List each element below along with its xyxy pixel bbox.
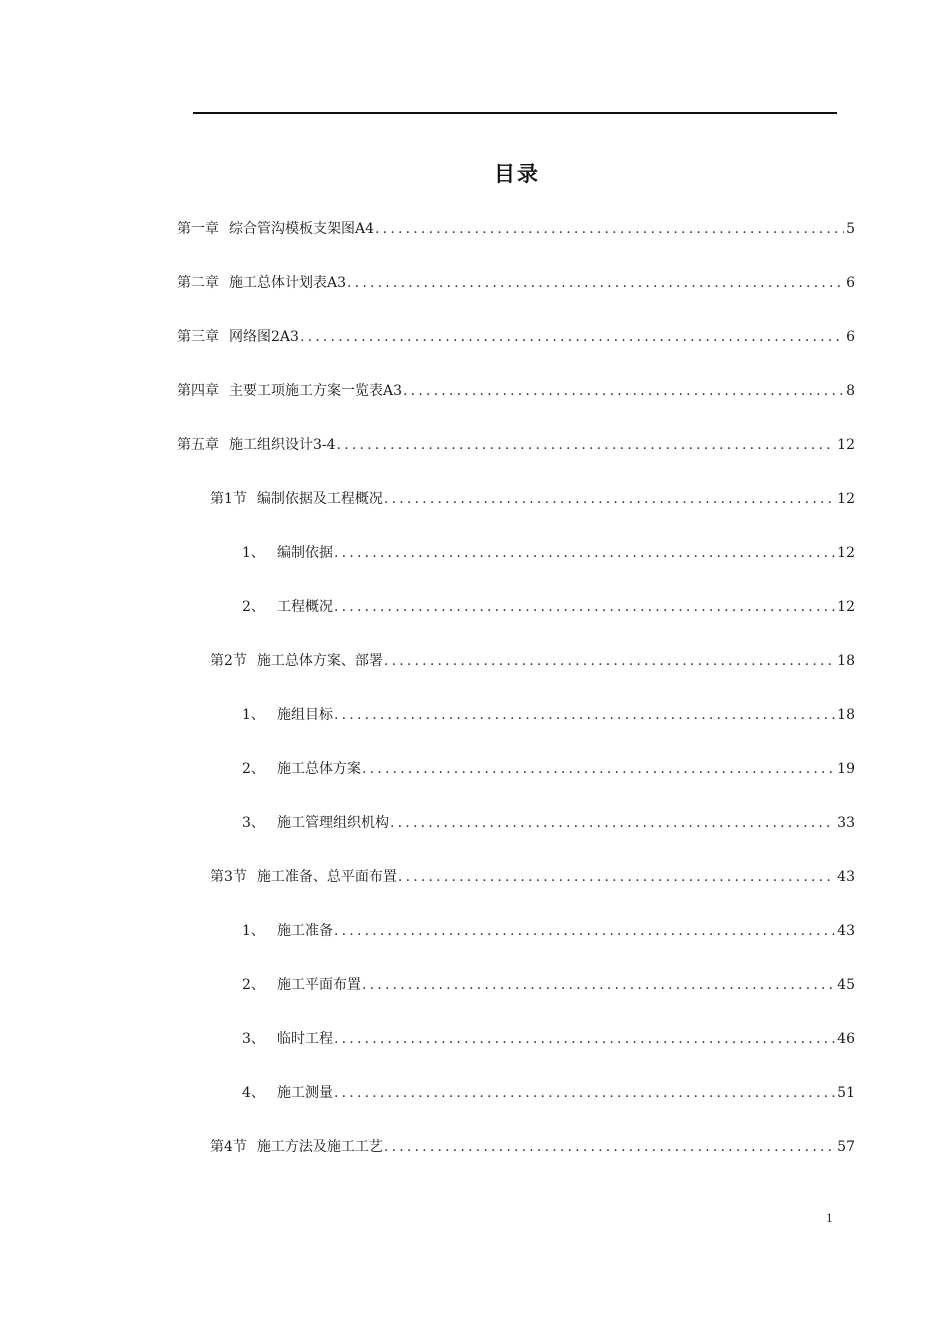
page-number: 1 xyxy=(826,1210,833,1225)
toc-entry-number: 2、 xyxy=(242,761,265,777)
toc-entry-number: 3、 xyxy=(242,815,265,831)
toc-entry-page: 6 xyxy=(846,275,855,291)
toc-dot-leader xyxy=(362,975,835,995)
toc-entry-page: 45 xyxy=(837,977,855,993)
toc-entry-text: 临时工程 xyxy=(277,1031,333,1047)
toc-entry-text: 编制依据及工程概况 xyxy=(256,491,383,507)
toc-dot-leader xyxy=(334,705,835,725)
toc-dot-leader xyxy=(347,273,844,293)
toc-entry[interactable] xyxy=(177,381,855,401)
toc-entry-text: 综合管沟模板支架图A4 xyxy=(229,221,375,237)
toc-entry-page: 6 xyxy=(846,329,855,345)
toc-entry[interactable] xyxy=(210,651,855,671)
toc-dot-leader xyxy=(334,921,835,941)
toc-entry-page: 12 xyxy=(837,491,855,507)
toc-dot-leader xyxy=(334,1029,835,1049)
toc-entry[interactable] xyxy=(177,327,855,347)
toc-dot-leader xyxy=(384,1137,835,1157)
toc-entry-page: 43 xyxy=(837,923,855,939)
toc-entry-page: 12 xyxy=(837,437,855,453)
toc-entry-number: 2、 xyxy=(242,599,265,615)
toc-entry[interactable] xyxy=(242,705,855,725)
toc-entry-page: 8 xyxy=(846,383,855,399)
toc-dot-leader xyxy=(334,597,835,617)
toc-entry[interactable] xyxy=(210,489,855,509)
toc-entry-number: 第4节 xyxy=(210,1139,247,1155)
toc-entry-page: 57 xyxy=(837,1139,855,1155)
toc-title: 目录 xyxy=(494,162,540,186)
toc-entry-page: 5 xyxy=(846,221,855,237)
toc-entry[interactable] xyxy=(210,867,855,887)
toc-dot-leader xyxy=(300,327,844,347)
toc-entry-text: 施工准备、总平面布置 xyxy=(256,869,397,885)
toc-entry-number: 第五章 xyxy=(177,437,219,453)
toc-entry[interactable] xyxy=(177,273,855,293)
toc-entry-page: 18 xyxy=(837,653,855,669)
toc-dot-leader xyxy=(334,1083,835,1103)
toc-entry-text: 施工方法及施工工艺 xyxy=(256,1139,383,1155)
toc-entry[interactable] xyxy=(242,597,855,617)
toc-dot-leader xyxy=(334,543,835,563)
toc-entry-text: 施工组织设计3-4 xyxy=(229,437,336,453)
toc-entry-page: 33 xyxy=(837,815,855,831)
toc-entry-text: 施工总体方案、部署 xyxy=(256,653,383,669)
toc-entry-number: 3、 xyxy=(242,1031,265,1047)
toc-entry[interactable] xyxy=(210,1137,855,1157)
toc-dot-leader xyxy=(337,435,836,455)
toc-dot-leader xyxy=(375,219,844,239)
toc-entry-text: 主要工项施工方案一览表A3 xyxy=(229,383,403,399)
toc-entry-number: 1、 xyxy=(242,707,265,723)
toc-entry-text: 施组目标 xyxy=(277,707,333,723)
toc-entry-page: 12 xyxy=(837,545,855,561)
toc-entry-text: 施工总体计划表A3 xyxy=(229,275,347,291)
toc-entry-number: 第二章 xyxy=(177,275,219,291)
toc-entry[interactable] xyxy=(242,1083,855,1103)
toc-entry[interactable] xyxy=(242,813,855,833)
toc-entry-text: 工程概况 xyxy=(277,599,333,615)
toc-entry-text: 施工准备 xyxy=(277,923,333,939)
toc-entry-number: 1、 xyxy=(242,923,265,939)
toc-dot-leader xyxy=(384,651,835,671)
toc-entry-number: 第2节 xyxy=(210,653,247,669)
toc-entry-text: 施工总体方案 xyxy=(277,761,361,777)
toc-dot-leader xyxy=(390,813,835,833)
toc-entry[interactable] xyxy=(242,1029,855,1049)
toc-entry-page: 18 xyxy=(837,707,855,723)
toc-entry[interactable] xyxy=(242,759,855,779)
toc-entry[interactable] xyxy=(242,975,855,995)
toc-entry-number: 2、 xyxy=(242,977,265,993)
toc-entry-number: 第一章 xyxy=(177,221,219,237)
toc-entry-page: 12 xyxy=(837,599,855,615)
toc-dot-leader xyxy=(362,759,835,779)
toc-entry-page: 19 xyxy=(837,761,855,777)
toc-entry[interactable] xyxy=(177,435,855,455)
toc-entry-text: 施工平面布置 xyxy=(277,977,361,993)
toc-entry-number: 第1节 xyxy=(210,491,247,507)
toc-entry-text: 网络图2A3 xyxy=(229,329,299,345)
toc-entry-number: 4、 xyxy=(242,1085,265,1101)
toc-entry-page: 46 xyxy=(837,1031,855,1047)
toc-entry-text: 施工管理组织机构 xyxy=(277,815,389,831)
toc-entry-number: 第3节 xyxy=(210,869,247,885)
toc-entry[interactable] xyxy=(177,219,855,239)
toc-entry-text: 施工测量 xyxy=(277,1085,333,1101)
toc-entry-number: 第三章 xyxy=(177,329,219,345)
toc-dot-leader xyxy=(398,867,835,887)
toc-entry-number: 第四章 xyxy=(177,383,219,399)
toc-entry-page: 51 xyxy=(837,1085,855,1101)
toc-entry-number: 1、 xyxy=(242,545,265,561)
toc-entry-page: 43 xyxy=(837,869,855,885)
toc-entry-text: 编制依据 xyxy=(277,545,333,561)
toc-entry[interactable] xyxy=(242,543,855,563)
toc-dot-leader xyxy=(403,381,844,401)
toc-dot-leader xyxy=(384,489,835,509)
toc-entry[interactable] xyxy=(242,921,855,941)
